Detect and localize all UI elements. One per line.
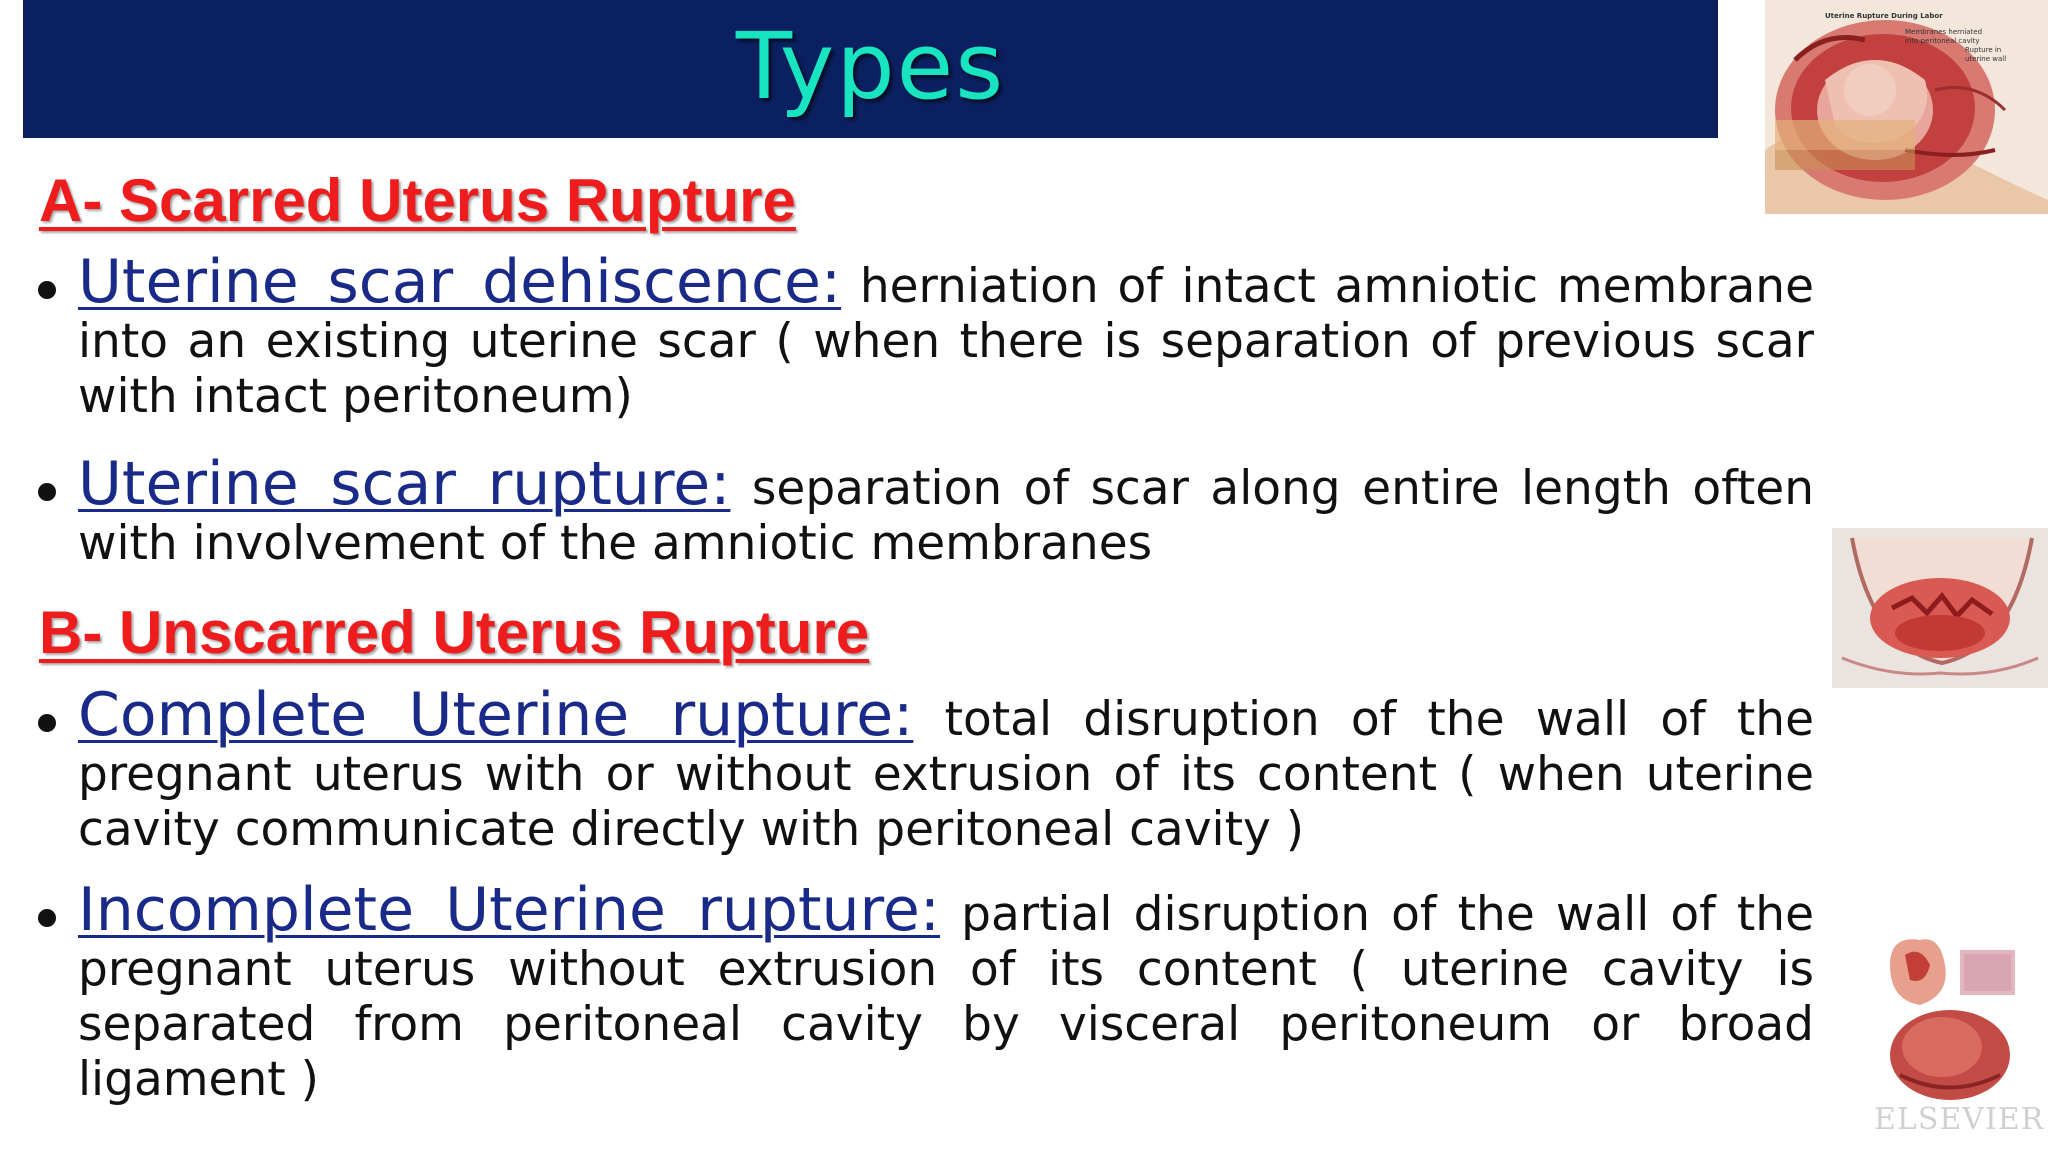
bullet-paragraph — [78, 875, 1814, 1107]
bullet-description: separation of scar along entire length often with involvement of the amniotic membranes — [78, 461, 1814, 571]
bullet-dot — [38, 281, 56, 299]
section-a-heading: A- Scarred Uterus Rupture — [39, 167, 796, 234]
bullet-term: Uterine scar dehiscence: — [78, 247, 842, 317]
bullet-description: herniation of intact amniotic membrane into an existing uterine scar ( when there is separation of previous scar with intact peritoneum) — [78, 259, 1815, 424]
bullet-scar-dehiscence — [38, 247, 1815, 424]
bullet-incomplete-rupture — [38, 875, 1814, 1107]
bullet-dot — [38, 483, 56, 501]
uterus-specimen-illustration — [1860, 925, 2048, 1152]
illustration-graphic — [1832, 528, 2048, 688]
illustration-caption: Membranes herniated — [1905, 28, 1983, 36]
bullet-paragraph — [78, 680, 1814, 857]
illustration-caption: Rupture in — [1965, 46, 2002, 54]
publisher-watermark: ELSEVIER — [1874, 1102, 2045, 1137]
bullet-complete-rupture — [38, 680, 1814, 857]
bullet-term: Incomplete Uterine rupture: — [78, 875, 941, 945]
section-b-heading: B- Unscarred Uterus Rupture — [39, 599, 870, 666]
bullet-paragraph — [78, 449, 1814, 571]
illustration-caption-title: Uterine Rupture During Labor — [1825, 12, 1943, 20]
ruptured-uterus-illustration — [1832, 528, 2048, 688]
bullet-description: partial disruption of the wall of the pregnant uterus without extrusion of its content ( uterine cavity is separated from peritoneal cavity by visceral peritoneum or broad ligament ) — [78, 887, 1814, 1107]
bullet-term: Uterine scar rupture: — [78, 449, 731, 519]
bullet-description: total disruption of the wall of the pregnant uterus with or without extrusion of its content ( when uterine cavity communicate directly with peritoneal cavity ) — [78, 692, 1814, 857]
bullet-scar-rupture — [38, 449, 1814, 571]
bullet-paragraph — [78, 247, 1815, 424]
bullet-dot — [38, 909, 56, 927]
title-banner — [23, 0, 1718, 138]
illustration-caption: into peritoneal cavity — [1905, 37, 1980, 45]
slide-title: Types — [735, 13, 1006, 120]
illustration-caption: uterine wall — [1965, 55, 2007, 63]
bullet-term: Complete Uterine rupture: — [78, 680, 914, 750]
bullet-dot — [38, 714, 56, 732]
uterine-rupture-labor-illustration — [1765, 0, 2048, 214]
